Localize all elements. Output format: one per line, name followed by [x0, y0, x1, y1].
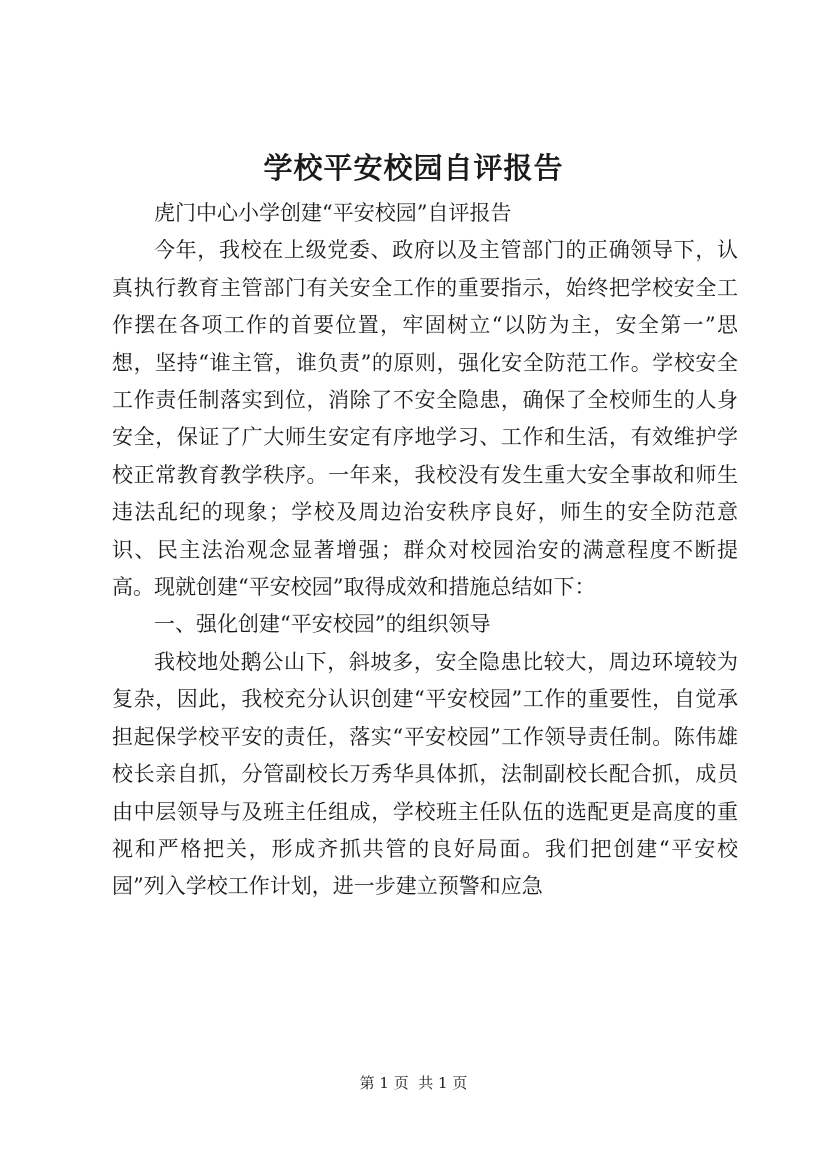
paragraph-intro: 今年，我校在上级党委、政府以及主管部门的正确领导下，认真执行教育主管部门有关安全工作的重要指示，始终把学校安全工作摆在各项工作的首要位置，牢固树立“以防为主，安全第一”思想，坚持“谁主管，谁负责”的原则，强化安全防范工作。学校安全工作责任制落实到位，消除了不安全隐患，确保了全校师生的人身安全，保证了广大师生安定有序地学习、工作和生活，有效维护学校正常教育教学秩序。一年来，我校没有发生重大安全事故和师生违法乱纪的现象；学校及周边治安秩序良好，师生的安全防范意识、民主法治观念显著增强；群众对校园治安的满意程度不断提高。现就创建“平安校园”取得成效和措施总结如下：: [112, 238, 738, 600]
paragraph-section-one: 我校地处鹅公山下，斜坡多，安全隐患比较大，周边环境较为复杂，因此，我校充分认识创建“平安校园”工作的重要性，自觉承担起保学校平安的责任，落实“平安校园”工作领导责任制。陈伟雄校长亲自抓，分管副校长万秀华具体抓，法制副校长配合抓，成员由中层领导与及班主任组成，学校班主任队伍的选配更是高度的重视和严格把关，形成齐抓共管的良好局面。我们把创建“平安校园”列入学校工作计划，进一步建立预警和应急: [112, 649, 738, 899]
page-number: 第 1 页 共 1 页: [359, 1074, 468, 1092]
document-title: 学校平安校园自评报告: [263, 151, 564, 185]
section-heading: 一、强化创建“平安校园”的组织领导: [154, 612, 491, 637]
document-body: [112, 195, 738, 906]
page-footer: [0, 1072, 827, 1094]
paragraph-subtitle: 虎门中心小学创建“平安校园”自评报告: [154, 201, 512, 225]
